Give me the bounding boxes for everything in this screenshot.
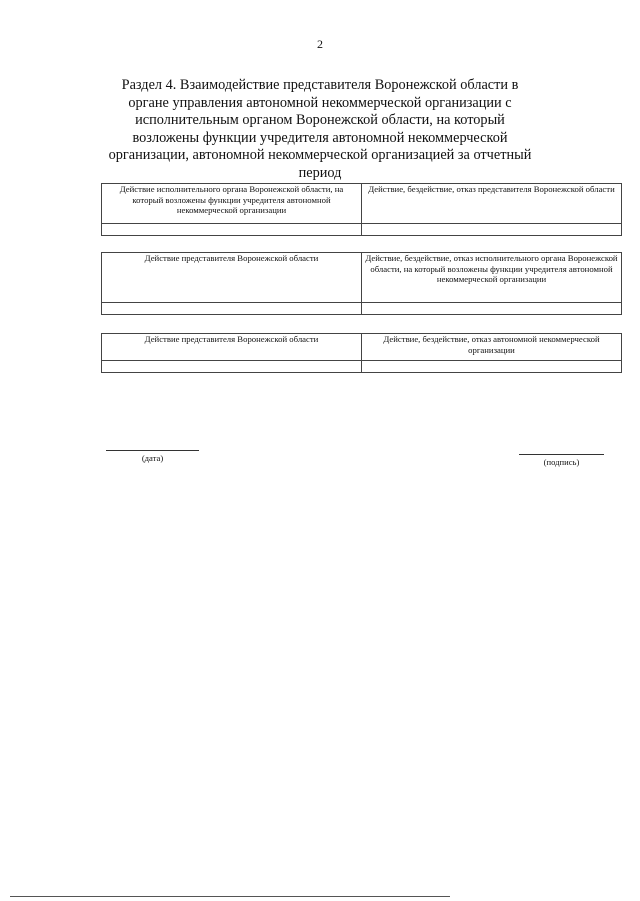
date-line[interactable] [106, 450, 199, 451]
signature-label: (подпись) [543, 457, 580, 467]
date-label: (дата) [141, 453, 164, 463]
page-number: 2 [317, 37, 323, 51]
table-1-empty-cell-1[interactable] [102, 224, 362, 236]
signature-line[interactable] [519, 454, 604, 455]
interaction-table-2 [101, 252, 622, 315]
interaction-table-3 [101, 333, 622, 373]
table-2-col2-header: Действие, бездействие, отказ исполнительного органа Воронежской области, на который возложены функции учредителя автономной некоммерческой организации [362, 253, 622, 303]
table-1-col1-header: Действие исполнительного органа Воронежской области, на который возложены функции учредителя автономной некоммерческой организации [102, 184, 362, 224]
table-2-empty-cell-2[interactable] [362, 303, 622, 315]
interaction-table-1 [101, 183, 622, 236]
table-3-empty-cell-1[interactable] [102, 361, 362, 373]
footer-rule [10, 896, 450, 897]
table-2-col1-header: Действие представителя Воронежской области [102, 253, 362, 303]
table-2-empty-cell-1[interactable] [102, 303, 362, 315]
table-1-col2-header: Действие, бездействие, отказ представителя Воронежской области [362, 184, 622, 224]
section-title: Раздел 4. Взаимодействие представителя Воронежской области в органе управления автономной некоммерческой организации с исполнительным органом Воронежской области, на который возложены функции учредителя автономной некоммерческой организации, автономной некоммерческой организацией за отчетный период [108, 77, 532, 181]
table-3-col1-header: Действие представителя Воронежской области [102, 334, 362, 361]
table-3-empty-cell-2[interactable] [362, 361, 622, 373]
table-3-col2-header: Действие, бездействие, отказ автономной некоммерческой организации [362, 334, 622, 361]
table-1-empty-cell-2[interactable] [362, 224, 622, 236]
